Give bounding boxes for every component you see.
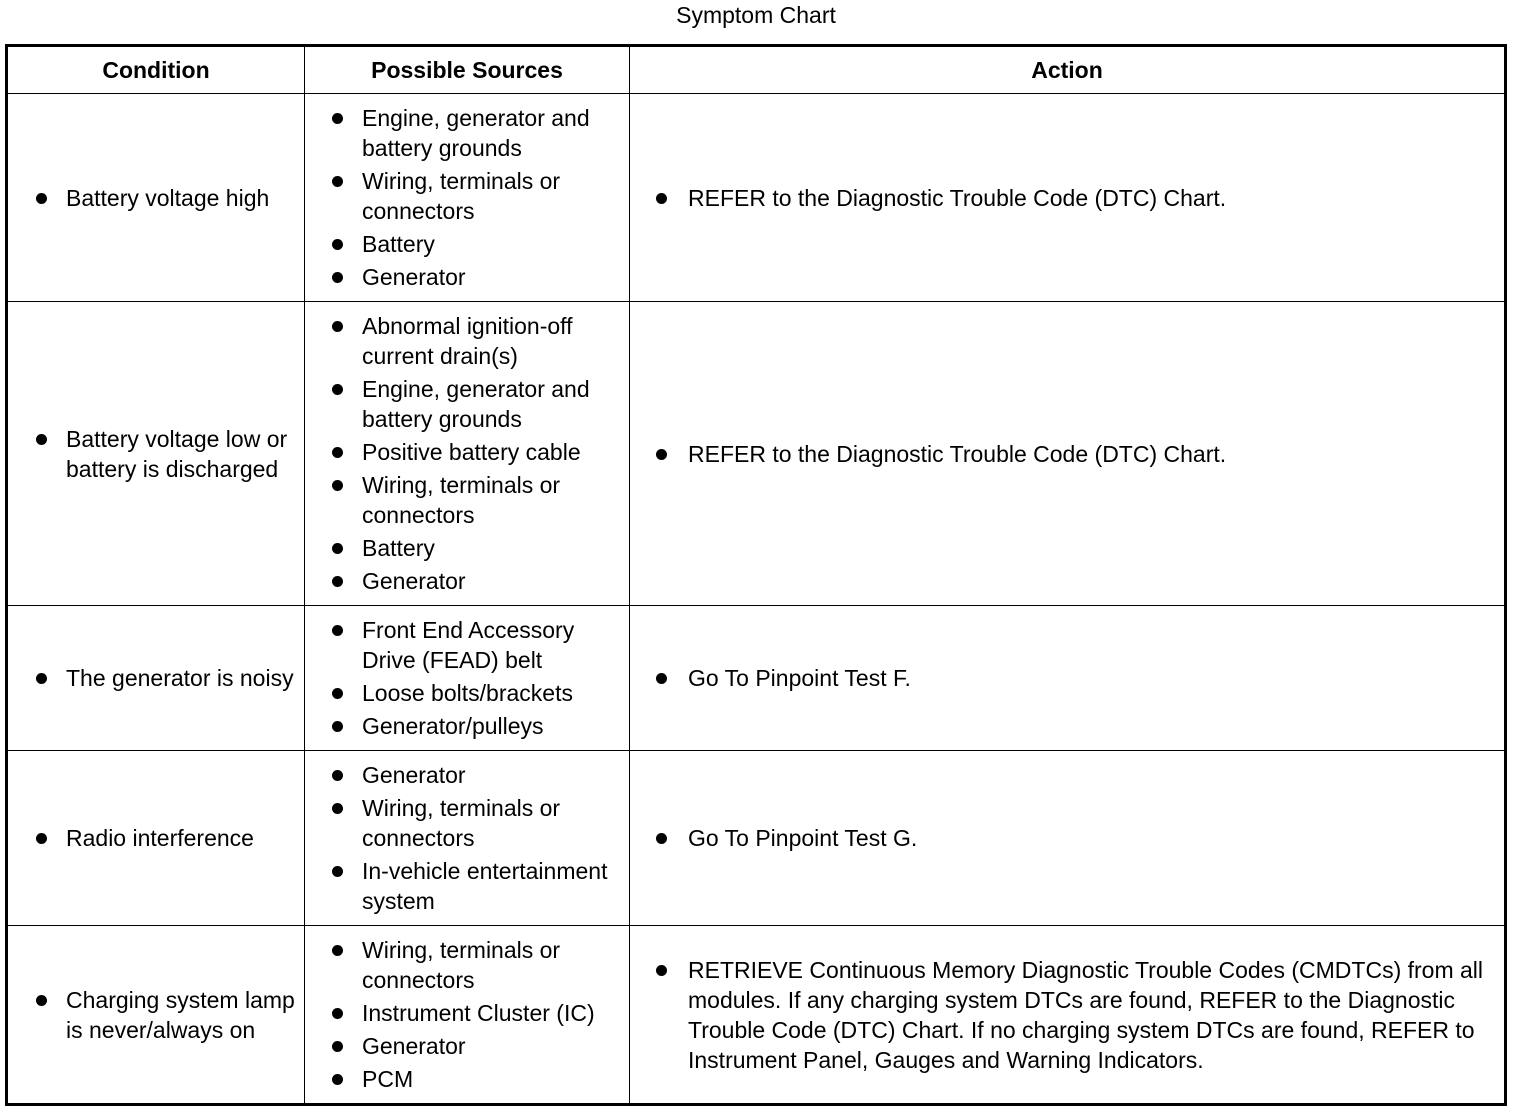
condition-cell [7, 94, 305, 302]
condition-cell [7, 926, 305, 1105]
sources-cell [305, 926, 630, 1105]
source-item: Generator [305, 566, 629, 596]
action-text: REFER to the Diagnostic Trouble Code (DTC) Chart. [630, 183, 1504, 213]
source-item: Engine, generator and battery grounds [305, 374, 629, 434]
action-cell [630, 94, 1506, 302]
source-item: Wiring, terminals or connectors [305, 470, 629, 530]
header-action: Action [630, 46, 1506, 94]
source-item: Instrument Cluster (IC) [305, 998, 629, 1028]
source-item: Abnormal ignition-off current drain(s) [305, 311, 629, 371]
action-text: REFER to the Diagnostic Trouble Code (DTC) Chart. [630, 439, 1504, 469]
source-item: Engine, generator and battery grounds [305, 103, 629, 163]
action-text: Go To Pinpoint Test F. [630, 663, 1504, 693]
source-item: Generator [305, 760, 629, 790]
header-sources: Possible Sources [305, 46, 630, 94]
condition-cell [7, 302, 305, 606]
condition-text: Radio interference [8, 823, 304, 853]
source-item: Wiring, terminals or connectors [305, 793, 629, 853]
source-item: Generator/pulleys [305, 711, 629, 741]
source-item: Loose bolts/brackets [305, 678, 629, 708]
sources-cell [305, 94, 630, 302]
action-text: RETRIEVE Continuous Memory Diagnostic Trouble Codes (CMDTCs) from all modules. If any charging system DTCs are found, REFER to the Diagnostic Trouble Code (DTC) Chart. If no charging system DTCs are found, REFER to Instrument Panel, Gauges and Warning Indicators. [630, 955, 1504, 1075]
condition-text: Battery voltage high [8, 183, 304, 213]
symptom-table [5, 44, 1507, 1106]
source-item: Positive battery cable [305, 437, 629, 467]
header-condition: Condition [7, 46, 305, 94]
table-row [7, 751, 1506, 926]
action-text: Go To Pinpoint Test G. [630, 823, 1504, 853]
source-item: Wiring, terminals or connectors [305, 166, 629, 226]
source-item: Battery [305, 533, 629, 563]
source-item: In-vehicle entertainment system [305, 856, 629, 916]
sources-cell [305, 302, 630, 606]
sources-cell [305, 751, 630, 926]
header-row [7, 46, 1506, 94]
sources-cell [305, 606, 630, 751]
action-cell [630, 751, 1506, 926]
action-cell [630, 606, 1506, 751]
table-row [7, 302, 1506, 606]
action-cell [630, 302, 1506, 606]
source-item: PCM [305, 1064, 629, 1094]
action-cell [630, 926, 1506, 1105]
source-item: Generator [305, 1031, 629, 1061]
condition-cell [7, 751, 305, 926]
source-item: Generator [305, 262, 629, 292]
condition-cell [7, 606, 305, 751]
table-row [7, 926, 1506, 1105]
condition-text: The generator is noisy [8, 663, 304, 693]
table-row [7, 606, 1506, 751]
source-item: Front End Accessory Drive (FEAD) belt [305, 615, 629, 675]
table-row [7, 94, 1506, 302]
source-item: Wiring, terminals or connectors [305, 935, 629, 995]
page-title: Symptom Chart [676, 2, 836, 28]
source-item: Battery [305, 229, 629, 259]
condition-text: Charging system lamp is never/always on [8, 985, 304, 1045]
condition-text: Battery voltage low or battery is discharged [8, 424, 304, 484]
